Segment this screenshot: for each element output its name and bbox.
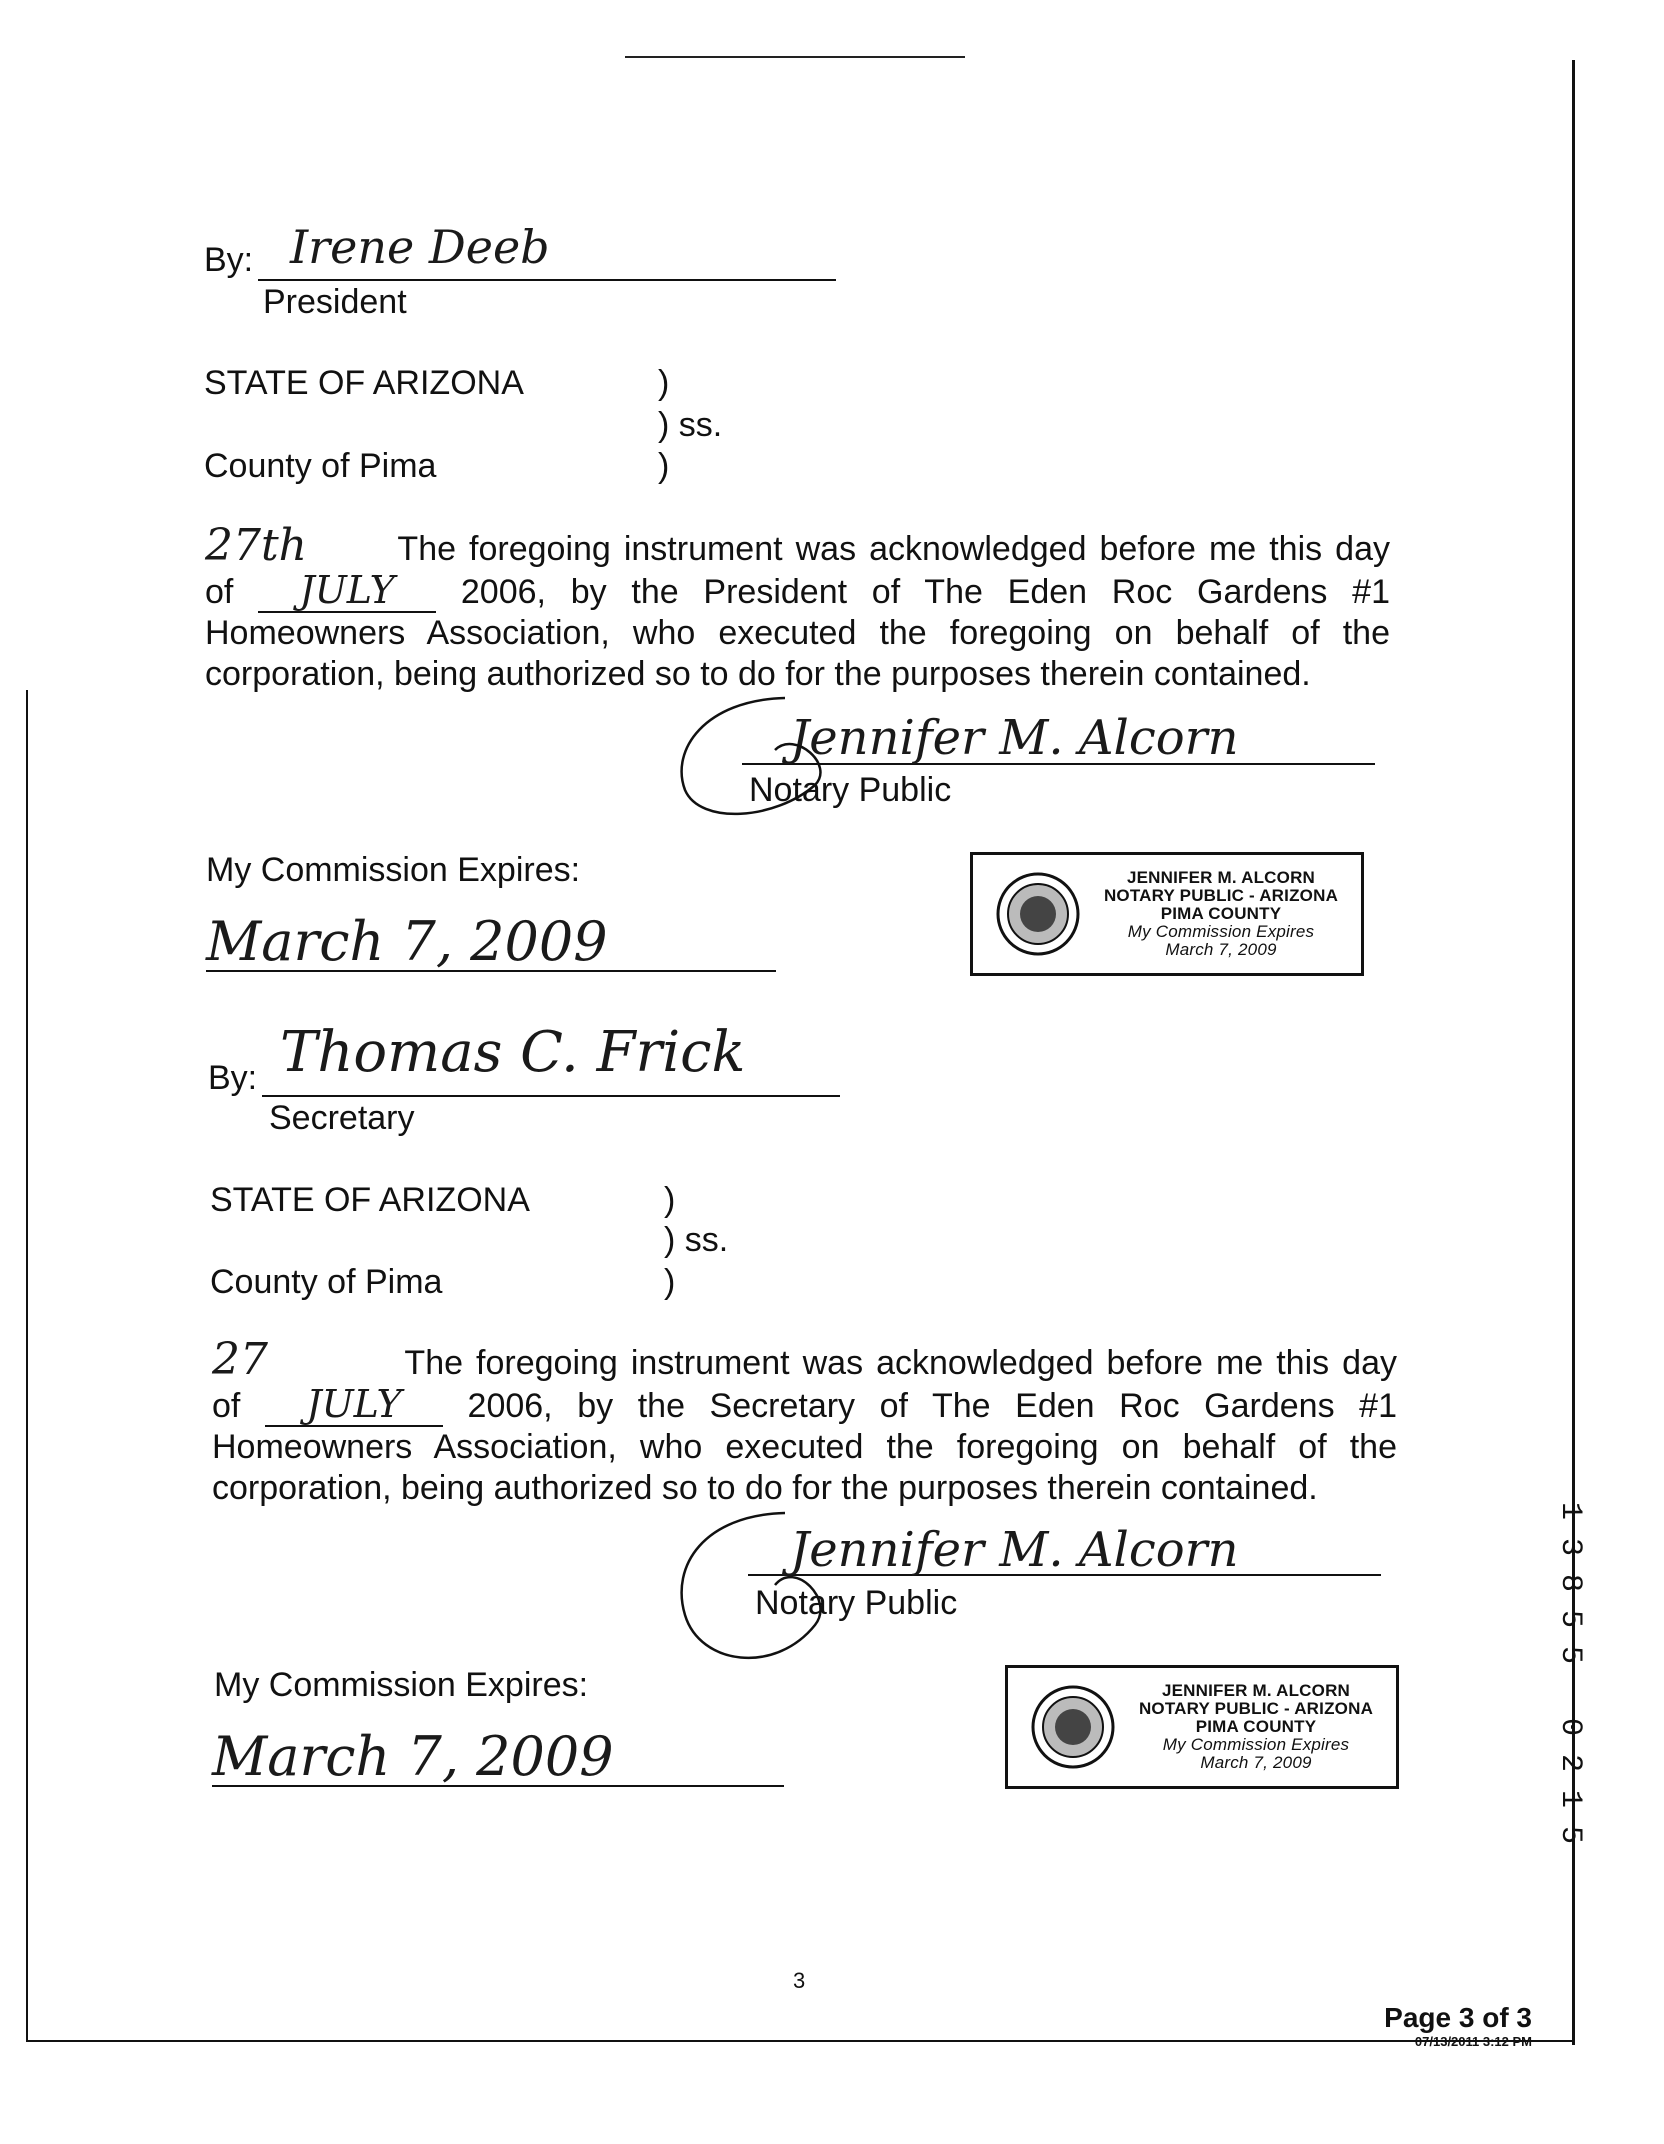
commission2-date: March 7, 2009: [212, 1725, 614, 1788]
notary2-label: Notary Public: [755, 1584, 958, 1622]
ack1-text-after: 2006, by the President of The Eden Roc Gardens #1 Homeowners Association, who executed the foregoing on behalf of the corporation, being authorized so to do for the purposes therein contained.: [205, 573, 1390, 693]
stamp2-county: PIMA COUNTY: [1195, 1717, 1317, 1736]
stamp2-expires-date: March 7, 2009: [1200, 1753, 1312, 1772]
secretary-by-label: By:: [208, 1059, 258, 1097]
ack1-day-label: day of: [205, 530, 1390, 611]
notary-stamp-1: [970, 852, 1364, 976]
stamp2-office: NOTARY PUBLIC - ARIZONA: [1138, 1699, 1374, 1718]
scan-top-mark: [625, 56, 965, 58]
acknowledgment-paragraph-1: [205, 520, 1390, 695]
venue1-paren-top: ): [658, 364, 670, 402]
venue2-ss: ) ss.: [664, 1221, 729, 1259]
venue2-county: County of Pima: [210, 1263, 443, 1301]
arizona-seal-icon: [995, 871, 1081, 957]
stamp1-name: JENNIFER M. ALCORN: [1126, 868, 1316, 887]
acknowledgment-paragraph-2: [212, 1334, 1397, 1509]
scan-left-border: [26, 690, 28, 2040]
stamp2-text: [1116, 1682, 1396, 1772]
stamp1-expires-date: March 7, 2009: [1165, 940, 1277, 959]
president-title: President: [263, 283, 407, 321]
page-footer: [1384, 2002, 1532, 2049]
stamp2-name: JENNIFER M. ALCORN: [1161, 1681, 1351, 1700]
ack1-text-before: The foregoing instrument was acknowledged before me this: [397, 530, 1323, 568]
stamp2-expires-label: My Commission Expires: [1162, 1735, 1350, 1754]
ack1-day: 27th: [205, 520, 308, 571]
venue2-paren-top: ): [664, 1181, 676, 1219]
commission2-label: My Commission Expires:: [214, 1666, 589, 1704]
notary2-signature: Jennifer M. Alcorn: [790, 1522, 1239, 1578]
footer-page-count: Page 3 of 3: [1384, 2002, 1532, 2033]
ack2-day: 27: [212, 1334, 268, 1385]
venue1-paren-bottom: ): [658, 447, 670, 485]
secretary-signature-line: [262, 1095, 840, 1097]
scan-bottom-border: [26, 2040, 1574, 2042]
ack2-text-after: 2006, by the Secretary of The Eden Roc Gardens #1 Homeowners Association, who executed the foregoing on behalf of the corporation, being authorized so to do for the purposes therein contained.: [212, 1387, 1397, 1507]
notary1-label: Notary Public: [749, 771, 952, 809]
venue2-state: STATE OF ARIZONA: [210, 1181, 530, 1219]
president-signature: Irene Deeb: [290, 220, 550, 274]
commission1-date: March 7, 2009: [206, 910, 608, 973]
venue2-paren-bottom: ): [664, 1263, 676, 1301]
stamp1-expires-label: My Commission Expires: [1127, 922, 1315, 941]
venue1-ss: ) ss.: [658, 406, 723, 444]
stamp1-text: [1081, 869, 1361, 959]
ack2-day-label: day of: [212, 1344, 1397, 1425]
stamp1-office: NOTARY PUBLIC - ARIZONA: [1103, 886, 1339, 905]
secretary-title: Secretary: [269, 1099, 415, 1137]
notary1-signature: Jennifer M. Alcorn: [790, 710, 1239, 766]
ack1-month: JULY: [258, 570, 436, 613]
margin-recording-number: 1 3 8 5 5 0 2 1 5: [1553, 1502, 1587, 1845]
ack2-text-before: The foregoing instrument was acknowledged before me this: [404, 1344, 1330, 1382]
ack2-month: JULY: [265, 1384, 443, 1427]
stamp1-county: PIMA COUNTY: [1160, 904, 1282, 923]
venue1-state: STATE OF ARIZONA: [204, 364, 524, 402]
page-number: 3: [793, 1968, 806, 1993]
commission1-label: My Commission Expires:: [206, 851, 581, 889]
notary-stamp-2: [1005, 1665, 1399, 1789]
president-by-label: By:: [204, 241, 254, 279]
secretary-signature: Thomas C. Frick: [280, 1020, 746, 1085]
venue1-county: County of Pima: [204, 447, 437, 485]
arizona-seal-icon: [1030, 1684, 1116, 1770]
footer-timestamp: 07/13/2011 3:12 PM: [1414, 2034, 1532, 2049]
president-signature-line: [258, 279, 836, 281]
